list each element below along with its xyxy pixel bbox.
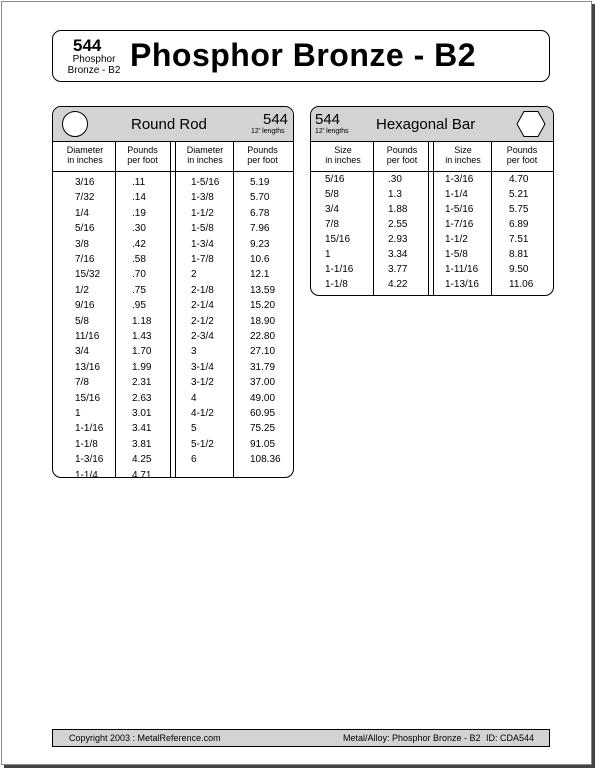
footer [52,729,550,747]
hex-bar-panel [310,106,554,296]
size-cell: 3/8 [75,238,89,250]
weight-cell: 5.75 [509,204,529,215]
weight-cell: 1.99 [132,361,152,373]
weight-cell: 10.6 [250,254,270,265]
size-cell: 5/8 [75,315,89,327]
size-cell: 4-1/2 [191,408,214,419]
size-cell: 1-1/8 [75,438,98,450]
size-cell: 1-3/16 [75,454,104,466]
size-cell: 1/2 [75,284,89,296]
size-header-l2: in inches [325,155,361,165]
size-cell: 15/16 [75,392,101,404]
weight-cell: 2.63 [132,392,152,404]
size-cell: 5/16 [75,223,95,235]
weight-cell: 27.10 [250,346,276,358]
weight-cell: 12.1 [250,269,270,281]
size-cell: 1-1/8 [325,279,348,290]
pounds-header-2 [235,145,290,165]
page-title: Phosphor Bronze - B2 [130,37,477,73]
round-rod-lengths: 12' lengths [251,128,285,135]
size-cell: 7/32 [75,192,95,204]
size-cell: 11/16 [75,331,100,342]
hex-bar-number: 544 [315,111,341,128]
diameter-header-2-l2: in inches [187,155,223,165]
weight-cell: 5.19 [250,177,270,188]
round-rod-panel [52,106,294,478]
hexagon-icon [515,110,547,138]
weight-cell: 3.41 [132,423,152,435]
alloy-number: 544 [73,36,102,55]
size-cell: 2-3/4 [191,331,214,342]
footer-id: ID: CDA544 [486,733,535,743]
weight-cell: 31.79 [250,361,276,373]
weight-cell: .95 [132,300,146,312]
weight-cell: 4.71 [132,469,152,478]
size-cell: 3/4 [75,346,89,358]
divider [373,141,374,295]
weight-cell: 75.25 [250,423,276,435]
weight-cell: 3.01 [132,408,152,419]
weight-cell: 2.31 [132,377,152,389]
footer-alloy: Metal/Alloy: Phosphor Bronze - B2 [343,733,481,743]
pounds-header-2-l2: per foot [247,155,278,165]
size-cell: 1-5/8 [191,223,214,235]
divider [433,141,434,295]
size-cell: 1-13/16 [445,279,479,290]
size-cell: 2-1/2 [191,315,214,327]
hex-pounds-header-2 [493,145,551,165]
size-cell: 1/4 [75,207,89,219]
size-cell: 3/16 [75,177,95,188]
size-cell: 13/16 [75,361,101,373]
weight-cell: 15.20 [250,300,276,312]
size-header-2-l1: Size [454,145,472,155]
hex-bar-column-headers [311,141,553,172]
weight-cell: .11 [132,177,146,188]
size-cell: 1-5/16 [445,204,474,215]
size-cell: 1-5/16 [191,177,220,188]
weight-cell: 22.80 [250,331,276,342]
weight-cell: 8.81 [509,249,529,260]
diameter-header-l2: in inches [67,155,103,165]
hex-pounds-header [373,145,431,165]
size-cell: 1-1/4 [75,469,98,478]
weight-cell: .30 [388,174,402,185]
hex-bar-title: Hexagonal Bar [376,116,476,133]
weight-cell: 91.05 [250,438,276,450]
alloy-name-line1: Phosphor [72,54,116,65]
size-cell: 1-1/2 [191,207,214,219]
diameter-header [55,145,115,165]
weight-cell: 2.93 [388,234,408,245]
alloy-name-line2: Bronze - B2 [67,65,121,76]
weight-cell: 60.95 [250,408,276,419]
size-cell: 3-1/4 [191,361,214,373]
size-header-2 [433,145,493,165]
size-cell: 3 [191,346,197,358]
size-cell: 5/16 [325,174,345,185]
size-cell: 1-3/16 [445,174,474,185]
weight-cell: 5.70 [250,192,270,204]
weight-cell: 3.34 [388,249,408,260]
weight-cell: 108.36 [250,454,281,466]
size-cell: 2-1/4 [191,300,214,312]
diameter-header-2 [175,145,235,165]
hex-pounds-header-2-l1: Pounds [506,145,538,155]
round-rod-column-headers [53,141,293,172]
size-cell: 1-11/16 [445,264,479,275]
divider [175,141,176,477]
divider [233,141,234,477]
weight-cell: 4.70 [509,174,529,185]
size-cell: 4 [191,392,197,404]
pounds-header-l2: per foot [127,155,158,165]
size-cell: 1 [75,408,81,419]
weight-cell: 7.51 [509,234,529,245]
hex-pounds-header-2-l2: per foot [506,155,538,165]
size-cell: 2 [191,269,197,281]
size-header [313,145,373,165]
size-cell: 1-7/16 [445,219,474,230]
weight-cell: 6.78 [250,207,270,219]
size-cell: 15/16 [325,234,351,245]
weight-cell: 3.81 [132,438,152,450]
size-header-2-l2: in inches [445,155,481,165]
size-cell: 1 [325,249,331,260]
weight-cell: 3.77 [388,264,408,275]
weight-cell: 11.06 [509,279,534,290]
size-cell: 1-1/16 [325,264,354,275]
weight-cell: .70 [132,269,146,281]
size-cell: 1-5/8 [445,249,468,260]
title-box [52,30,550,82]
circle-icon [61,110,89,138]
weight-cell: 1.88 [388,204,408,215]
weight-cell: 5.21 [509,189,529,200]
size-cell: 1-7/8 [191,254,214,265]
size-cell: 6 [191,454,197,466]
size-cell: 7/16 [75,254,95,265]
divider [428,141,429,295]
size-cell: 7/8 [325,219,339,230]
size-header-l1: Size [334,145,352,155]
pounds-header-2-l1: Pounds [247,145,278,155]
size-cell: 1-3/8 [191,192,214,204]
size-cell: 1-3/4 [191,238,214,250]
size-cell: 3-1/2 [191,377,214,389]
diameter-header-2-l1: Diameter [186,145,224,155]
weight-cell: .14 [132,192,146,204]
weight-cell: 9.23 [250,238,270,250]
weight-cell: 7.96 [250,223,270,235]
weight-cell: 1.18 [132,315,152,327]
weight-cell: 6.89 [509,219,529,230]
round-rod-title: Round Rod [131,116,207,133]
size-cell: 5 [191,423,197,435]
size-cell: 1-1/16 [75,423,104,435]
pounds-header-l1: Pounds [127,145,158,155]
weight-cell: 2.55 [388,219,408,230]
weight-cell: .58 [132,254,146,265]
footer-copyright: Copyright 2003 : MetalReference.com [69,733,221,743]
weight-cell: 1.70 [132,346,152,358]
weight-cell: .30 [132,223,146,235]
size-cell: 9/16 [75,300,95,312]
divider [491,141,492,295]
weight-cell: 13.59 [250,284,276,296]
weight-cell: 4.22 [388,279,408,290]
size-cell: 3/4 [325,204,339,215]
size-cell: 5-1/2 [191,438,214,450]
size-cell: 5/8 [325,189,339,200]
weight-cell: 37.00 [250,377,276,389]
pounds-header [115,145,170,165]
divider [170,141,171,477]
weight-cell: 9.50 [509,264,529,275]
hex-pounds-header-l2: per foot [386,155,418,165]
divider [115,141,116,477]
hex-bar-lengths: 12' lengths [315,128,349,135]
size-cell: 1-1/2 [445,234,468,245]
weight-cell: .19 [132,207,146,219]
size-cell: 15/32 [75,269,101,281]
hex-bar-header [311,107,553,142]
alloy-name-short [60,54,128,76]
size-cell: 1-1/4 [445,189,468,200]
size-cell: 2-1/8 [191,284,214,296]
weight-cell: 49.00 [250,392,276,404]
weight-cell: 1.43 [132,331,152,342]
weight-cell: 4.25 [132,454,152,466]
weight-cell: 1.3 [388,189,402,200]
weight-cell: 18.90 [250,315,276,327]
hex-pounds-header-l1: Pounds [386,145,418,155]
weight-cell: .75 [132,284,146,296]
weight-cell: .42 [132,238,146,250]
size-cell: 7/8 [75,377,89,389]
round-rod-header [53,107,293,142]
diameter-header-l1: Diameter [66,145,104,155]
round-rod-number: 544 [263,111,289,128]
